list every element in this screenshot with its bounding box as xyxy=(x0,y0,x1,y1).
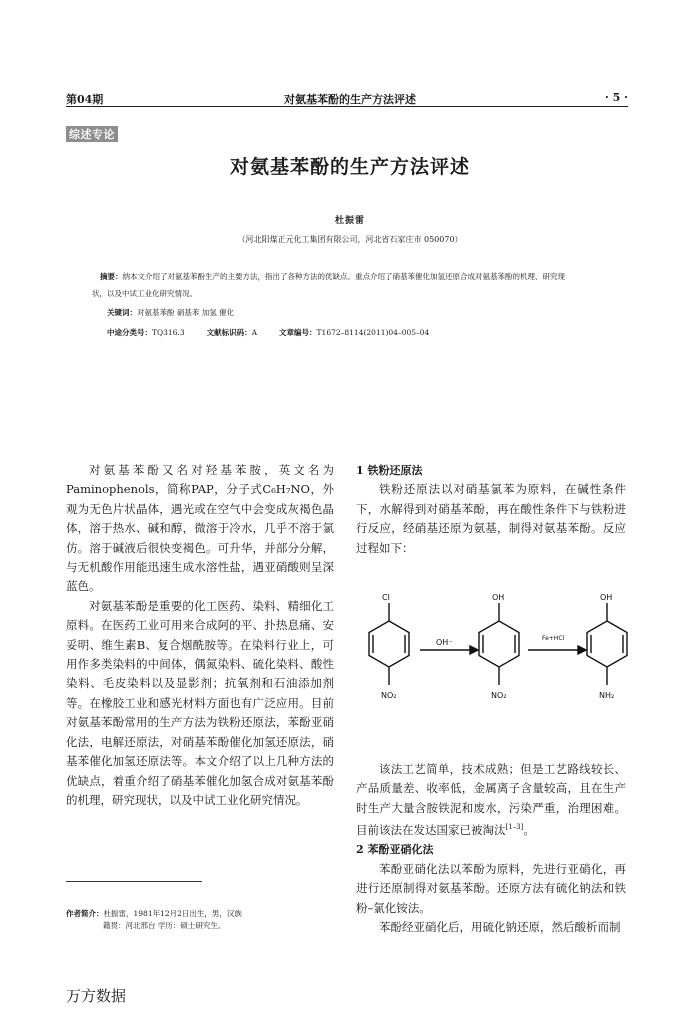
abstract xyxy=(92,268,620,302)
section-2-title: 2 苯酚亚硝化法 xyxy=(356,843,434,857)
intro-paragraph-2: 对氨基苯酚是重要的化工医药、染料、精细化工原料。在医药工业可用来合成阿的平、扑热息痛、安妥明、维生素B、复合烟酰胺等。在染料行业上，可用作多类染料的中间体，偶氮染料、硫化染料、酸性染料、毛皮染料以及显影剂；抗氧剂和石油添加剂等。在橡胶工业和感光材料方面也有广泛应用。目前对氨基苯酚常用的生产方法为铁粉还原法，苯酚亚硝化法，电解还原法，对硝基苯酚催化加氢还原法，硝基苯催化加氢还原法等。本文介绍了以上几种方法的优缺点，着重介绍了硝基苯催化加氢合成对氨基苯酚的机理，研究现状，以及中试工业化研究情况。 xyxy=(66,598,334,807)
molecule-3-bottom-group: NH₂ xyxy=(599,691,615,700)
benzene-ring-3 xyxy=(587,621,627,667)
arrow-1-reagent: OH⁻ xyxy=(436,638,453,647)
intro-paragraph-1: 对氨基苯酚又名对羟基苯胺，英文名为Paminophenols，简称PAP，分子式C₆H₇NO，外观为无色片状晶体，遇光或在空气中会变成灰褐色晶体，溶于热水、碱和醇，微溶于冷水，几乎不溶于氯仿。溶于碱液后很快变褐色。可升华，并部分分解，与无机酸作用能迅速生成水溶性盐，遇亚硝酸则呈深蓝色。 xyxy=(66,463,334,594)
benzene-ring-1 xyxy=(369,621,409,667)
section-badge: 综述专论 xyxy=(66,126,118,142)
benzene-ring-2 xyxy=(479,621,519,667)
section-1-paragraph-2-text: 该法工艺简单，技术成熟；但是工艺路线较长、产品质量差、收率低，金属离子含量较高，且在生产时生产大量含胺铁泥和废水，污染严重，治理困难。目前该法在发达国家已被淘汰 xyxy=(356,762,626,838)
doc-code-value: A xyxy=(251,328,258,337)
clc-label: 中途分类号： xyxy=(107,328,152,337)
keywords-text: 对氨基苯酚 硝基苯 加氢 催化 xyxy=(137,308,235,317)
section-1-paragraph-2 xyxy=(356,760,626,840)
footnote-line2: 籍贯：河北邢台 学历：硕士研究生。 xyxy=(103,921,226,930)
article-no-value: T1672–8114(2011)04–005–04 xyxy=(316,328,430,337)
watermark: 万方数据 xyxy=(66,987,127,1005)
arrow-2-reagent: Fe+HCl xyxy=(542,635,565,642)
molecule-1-top-group: Cl xyxy=(382,593,390,602)
molecule-2-bottom-group: NO₂ xyxy=(491,691,507,700)
clc-value: TQ316.3 xyxy=(152,328,185,337)
author-footnote xyxy=(66,908,242,932)
section-1-title: 1 铁粉还原法 xyxy=(356,464,423,477)
section-2-paragraph-1: 苯酚亚硝化法以苯酚为原料，先进行亚硝化，再进行还原制得对氨基苯酚。还原方法有硫化钠法和铁粉–氯化铵法。 xyxy=(356,861,626,915)
section-2-paragraph-2: 苯酚经亚硝化后，用硫化钠还原，然后酸析而制 xyxy=(379,920,621,935)
abstract-line2: 状，以及中试工业化研究情况。 xyxy=(92,289,197,298)
footnote-label: 作者简介： xyxy=(66,909,104,918)
right-column-bottom xyxy=(356,760,626,937)
right-column-top xyxy=(356,461,626,558)
doc-code-label: 文献标识码： xyxy=(206,328,252,337)
abstract-label: 摘要： xyxy=(100,272,123,281)
running-title: 对氨基苯酚的生产方法评述 xyxy=(284,93,416,106)
footnote-rule xyxy=(66,881,202,882)
section-1-paragraph-1: 铁粉还原法以对硝基氯苯为原料，在碱性条件下，水解得到对硝基苯酚，再在酸性条件下与铁粉进行反应，经硝基还原为氨基，制得对氨基苯酚。反应过程如下： xyxy=(356,482,626,555)
reaction-scheme xyxy=(356,588,646,723)
section-1-paragraph-2-end: 。 xyxy=(523,823,535,838)
author: 杜振雷 xyxy=(334,216,365,226)
abstract-line1: 纳本文介绍了对氨基苯酚生产的主要方法，指出了各种方法的优缺点。重点介绍了硝基苯催化加氢还原合成对氨基苯酚的机理、研究现 xyxy=(122,272,565,281)
keywords-label: 关键词： xyxy=(107,308,137,317)
affiliation: （河北阳煤正元化工集团有限公司，河北省石家庄市 050070） xyxy=(237,235,463,244)
header-rule xyxy=(66,106,628,107)
classification-line xyxy=(107,327,429,338)
citation-ref: [1–3] xyxy=(505,823,524,832)
molecule-3-top-group: OH xyxy=(600,593,613,602)
molecule-1-bottom-group: NO₂ xyxy=(381,691,397,700)
article-title: 对氨基苯酚的生产方法评述 xyxy=(229,156,470,178)
molecule-2-top-group: OH xyxy=(492,593,505,602)
page-number: · 5 · xyxy=(605,91,628,104)
footnote-line1: 杜振雷，1981年12月2日出生，男，汉族 xyxy=(103,909,242,918)
left-column xyxy=(66,461,334,810)
journal-issue: 第04期 xyxy=(66,93,104,106)
article-no-label: 文章编号： xyxy=(279,328,317,337)
keywords xyxy=(107,307,234,318)
